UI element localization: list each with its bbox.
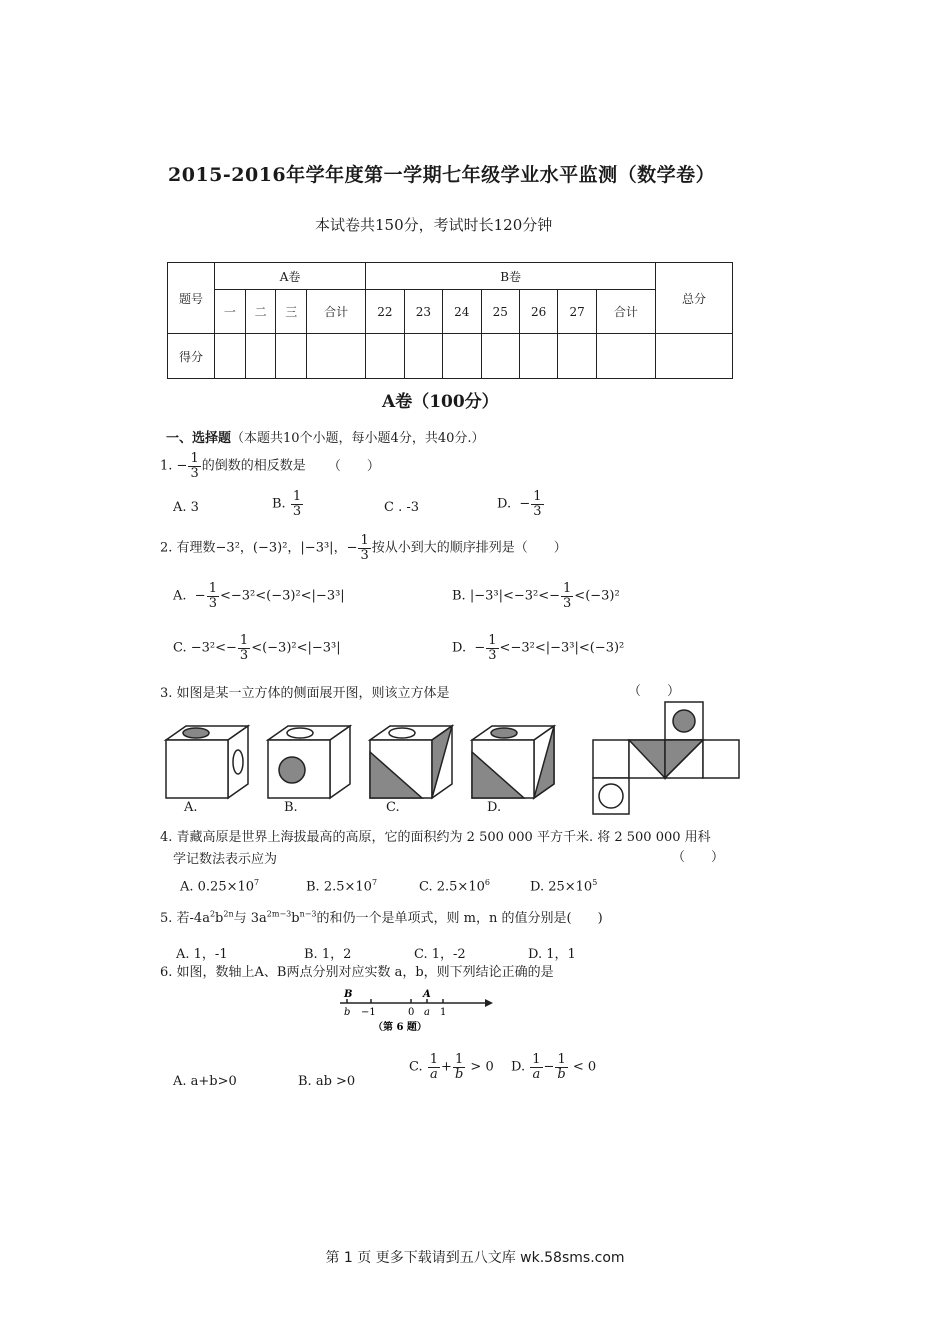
q6-stem: 6. 如图，数轴上A、B两点分别对应实数 a，b，则下列结论正确的是 xyxy=(160,965,554,980)
q6-option-b[interactable]: B. ab >0 xyxy=(298,1074,356,1089)
q1-stem xyxy=(160,452,380,480)
cube-a xyxy=(166,726,248,798)
b-col: 23 xyxy=(404,290,442,334)
q6-option-d[interactable]: D. $\frac{1}{a}$ − $\frac{1}{b}$ < 0 xyxy=(511,1052,597,1082)
score-cell[interactable] xyxy=(215,334,246,379)
score-cell[interactable] xyxy=(276,334,307,379)
svg-text:b: b xyxy=(344,1007,351,1018)
score-cell[interactable] xyxy=(443,334,481,379)
a-col: 三 xyxy=(276,290,307,334)
q4-answer-paren: （ ） xyxy=(672,850,725,865)
score-cell[interactable] xyxy=(596,334,655,379)
b-col: 22 xyxy=(366,290,404,334)
q5-option-a[interactable]: A. 1，-1 xyxy=(176,947,228,962)
cube-c-label[interactable]: C. xyxy=(386,800,400,815)
q3-figures xyxy=(160,700,745,820)
svg-text:0: 0 xyxy=(408,1007,415,1018)
q1-option-b[interactable]: B. $\frac{1}{3}$ xyxy=(272,489,302,519)
q1-minus: − xyxy=(176,458,188,474)
part1-note: （本题共10个小题，每小题4分，共40分.） xyxy=(231,431,485,446)
a-col: 一 xyxy=(215,290,246,334)
q6-number-line xyxy=(335,988,495,1036)
q5-option-b[interactable]: B. 1，2 xyxy=(304,947,352,962)
b-group-header: B卷 xyxy=(366,263,656,290)
b-col: 26 xyxy=(519,290,557,334)
cube-d-label[interactable]: D. xyxy=(487,800,502,815)
q5-stem: 5. 若$-4a^2b^{2n}$与 $3a^{2m-3}b^{n-3}$的和仍一个是单项式，则 m，n 的值分别是( ) xyxy=(160,909,603,926)
part1-heading xyxy=(166,427,485,446)
page-footer: 第 1 页 更多下载请到五八文库 wk.58sms.com xyxy=(325,1250,625,1266)
part1-label: 一、选择题 xyxy=(166,431,232,446)
q3-stem: 3. 如图是某一立方体的侧面展开图，则该立方体是 xyxy=(160,686,450,701)
q3-answer-paren: （ ） xyxy=(628,684,681,699)
q4-option-b[interactable]: B. $2.5\times 10^7$ xyxy=(306,878,378,895)
score-cell[interactable] xyxy=(656,334,733,379)
q6-option-a[interactable]: A. a+b>0 xyxy=(173,1074,237,1089)
q1-option-c[interactable]: C . -3 xyxy=(384,500,420,515)
cube-b-label[interactable]: B. xyxy=(284,800,298,815)
a-col: 合计 xyxy=(307,290,366,334)
q4-line2: 学记数法表示应为 xyxy=(173,852,278,867)
row-label-question-no: 题号 xyxy=(168,263,215,334)
score-cell[interactable] xyxy=(245,334,276,379)
q1-number: 1. xyxy=(160,458,173,474)
q2-option-b[interactable]: B. |−3³|<−3²<− $\frac{1}{3}$ <(−3)² xyxy=(452,581,620,611)
cube-net xyxy=(593,702,739,814)
score-cell[interactable] xyxy=(307,334,366,379)
q2-option-d[interactable]: D. − $\frac{1}{3}$ <−3²<|−3³|<(−3)² xyxy=(452,633,625,663)
exam-subtitle: 本试卷共150分，考试时长120分钟 xyxy=(315,216,553,234)
b-col: 25 xyxy=(481,290,519,334)
point-a-label: A xyxy=(423,989,431,1000)
q1-option-a[interactable]: A. 3 xyxy=(173,500,199,515)
q4-option-d[interactable]: D. $25\times 10^5$ xyxy=(530,878,598,895)
cube-a-label[interactable]: A. xyxy=(184,800,198,815)
score-cell[interactable] xyxy=(404,334,442,379)
q5-option-d[interactable]: D. 1，1 xyxy=(528,947,576,962)
q1-text: 的倒数的相反数是 xyxy=(201,458,306,474)
score-cell[interactable] xyxy=(481,334,519,379)
b-col: 24 xyxy=(443,290,481,334)
exam-title: 2015-2016年学年度第一学期七年级学业水平监测（数学卷） xyxy=(168,164,716,186)
score-table xyxy=(167,262,733,379)
cube-d xyxy=(472,726,554,798)
total-header: 总分 xyxy=(656,263,733,334)
q6-caption: （第 6 题） xyxy=(373,1022,427,1033)
score-cell[interactable] xyxy=(558,334,596,379)
q2-option-a[interactable]: A. − $\frac{1}{3}$ <−3²<(−3)²<|−3³| xyxy=(173,581,345,611)
point-b-label: B xyxy=(344,989,353,1000)
row-label-score: 得分 xyxy=(168,334,215,379)
q2-stem: 2. 有理数−3²，(−3)²，|−3³|，− $\frac{1}{3}$ 按从小到大的顺序排列是（ ） xyxy=(160,533,567,563)
q2-option-c[interactable]: C. −3²<− $\frac{1}{3}$ <(−3)²<|−3³| xyxy=(173,633,341,663)
b-col: 27 xyxy=(558,290,596,334)
q4-option-c[interactable]: C. $2.5\times 10^6$ xyxy=(419,878,490,895)
section-a-title: A卷（100分） xyxy=(382,392,499,412)
cube-b xyxy=(268,726,350,798)
svg-text:−1: −1 xyxy=(361,1007,376,1018)
b-col: 合计 xyxy=(596,290,655,334)
q1-fraction: $\frac{1}{3}$ xyxy=(190,451,199,481)
svg-text:a: a xyxy=(424,1007,430,1018)
q6-option-c[interactable]: C. $\frac{1}{a}$ + $\frac{1}{b}$ > 0 xyxy=(409,1052,494,1082)
q1-option-d[interactable]: D. − $\frac{1}{3}$ xyxy=(497,489,542,519)
score-cell[interactable] xyxy=(366,334,404,379)
a-group-header: A卷 xyxy=(215,263,366,290)
q4-option-a[interactable]: A. $0.25\times 10^7$ xyxy=(180,878,260,895)
q5-option-c[interactable]: C. 1，-2 xyxy=(414,947,466,962)
cube-c xyxy=(370,726,452,798)
a-col: 二 xyxy=(245,290,276,334)
svg-text:1: 1 xyxy=(440,1007,447,1018)
q1-answer-paren: （ ） xyxy=(327,458,380,474)
score-cell[interactable] xyxy=(519,334,557,379)
q4-line1: 4. 青藏高原是世界上海拔最高的高原，它的面积约为 2 500 000 平方千米. 将 2 500 000 用科 xyxy=(160,830,711,845)
